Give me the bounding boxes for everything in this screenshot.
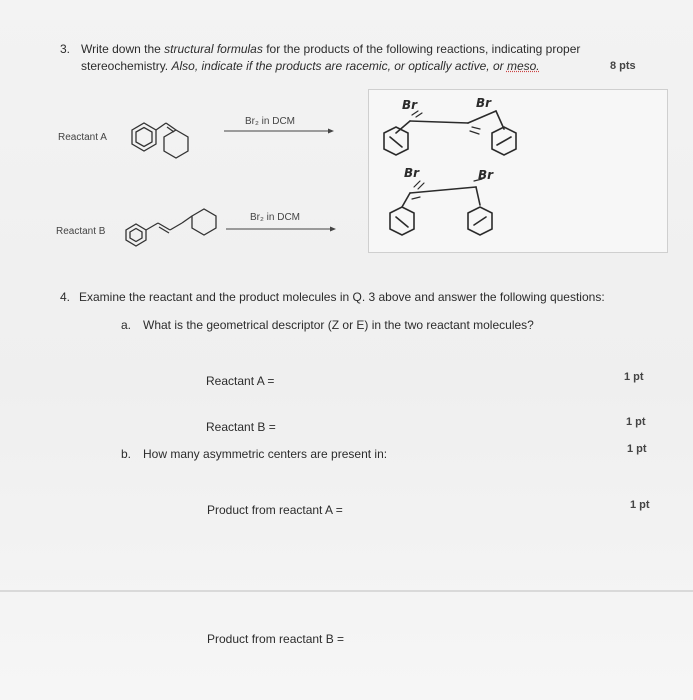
reactant-b-structure xyxy=(122,198,222,248)
reactant-b-label: Reactant B xyxy=(56,226,106,237)
reagent-a-text: Br₂ in DCM xyxy=(245,116,295,127)
reaction-arrow-b xyxy=(226,226,336,232)
q3-line2-plain: stereochemistry. xyxy=(81,59,172,73)
reactant-b-points: 1 pt xyxy=(626,416,646,428)
q3-line2 xyxy=(81,58,540,74)
reaction-arrow-a xyxy=(224,128,334,134)
reactant-a-structure xyxy=(124,108,204,168)
q3-number: 3. xyxy=(60,42,71,56)
handwritten-br-1: Br xyxy=(402,98,418,112)
q3-line2-meso: meso. xyxy=(506,59,540,73)
product-a-points: 1 pt xyxy=(630,499,650,511)
q4-part-b-letter: b. xyxy=(121,447,132,461)
reactant-b-answer-label: Reactant B = xyxy=(206,420,276,434)
q3-line2-italic: Also, indicate if the products are racemic, or optically active, or xyxy=(171,59,507,73)
q3-line1-plain: Write down the xyxy=(81,42,165,56)
q4-part-b-text: How many asymmetric centers are present in: xyxy=(143,447,388,461)
q4-part-a-text: What is the geometrical descriptor (Z or E) in the two reactant molecules? xyxy=(143,318,534,332)
q3-points: 8 pts xyxy=(610,60,636,72)
reagent-b-text: Br₂ in DCM xyxy=(250,212,300,223)
handwritten-product-structures xyxy=(368,89,666,251)
q3-line1-italic: structural formulas xyxy=(164,42,263,56)
q4-number: 4. xyxy=(60,290,71,304)
reactant-a-points: 1 pt xyxy=(624,371,644,383)
page-fold xyxy=(0,590,693,592)
reactant-a-answer-label: Reactant A = xyxy=(206,374,275,388)
reactant-a-label: Reactant A xyxy=(58,132,107,143)
q4-intro: Examine the reactant and the product molecules in Q. 3 above and answer the following questions: xyxy=(79,290,605,304)
product-b-answer-label: Product from reactant B = xyxy=(207,632,345,646)
handwritten-br-3: Br xyxy=(404,166,420,180)
handwritten-br-4: Br xyxy=(478,168,494,182)
product-a-answer-label: Product from reactant A = xyxy=(207,503,343,517)
q3-line1-rest: for the products of the following reactions, indicating proper xyxy=(262,42,581,56)
part-b-points: 1 pt xyxy=(627,443,647,455)
handwritten-br-2: Br xyxy=(476,96,492,110)
q4-part-a-letter: a. xyxy=(121,318,132,332)
q3-line1 xyxy=(81,41,580,57)
